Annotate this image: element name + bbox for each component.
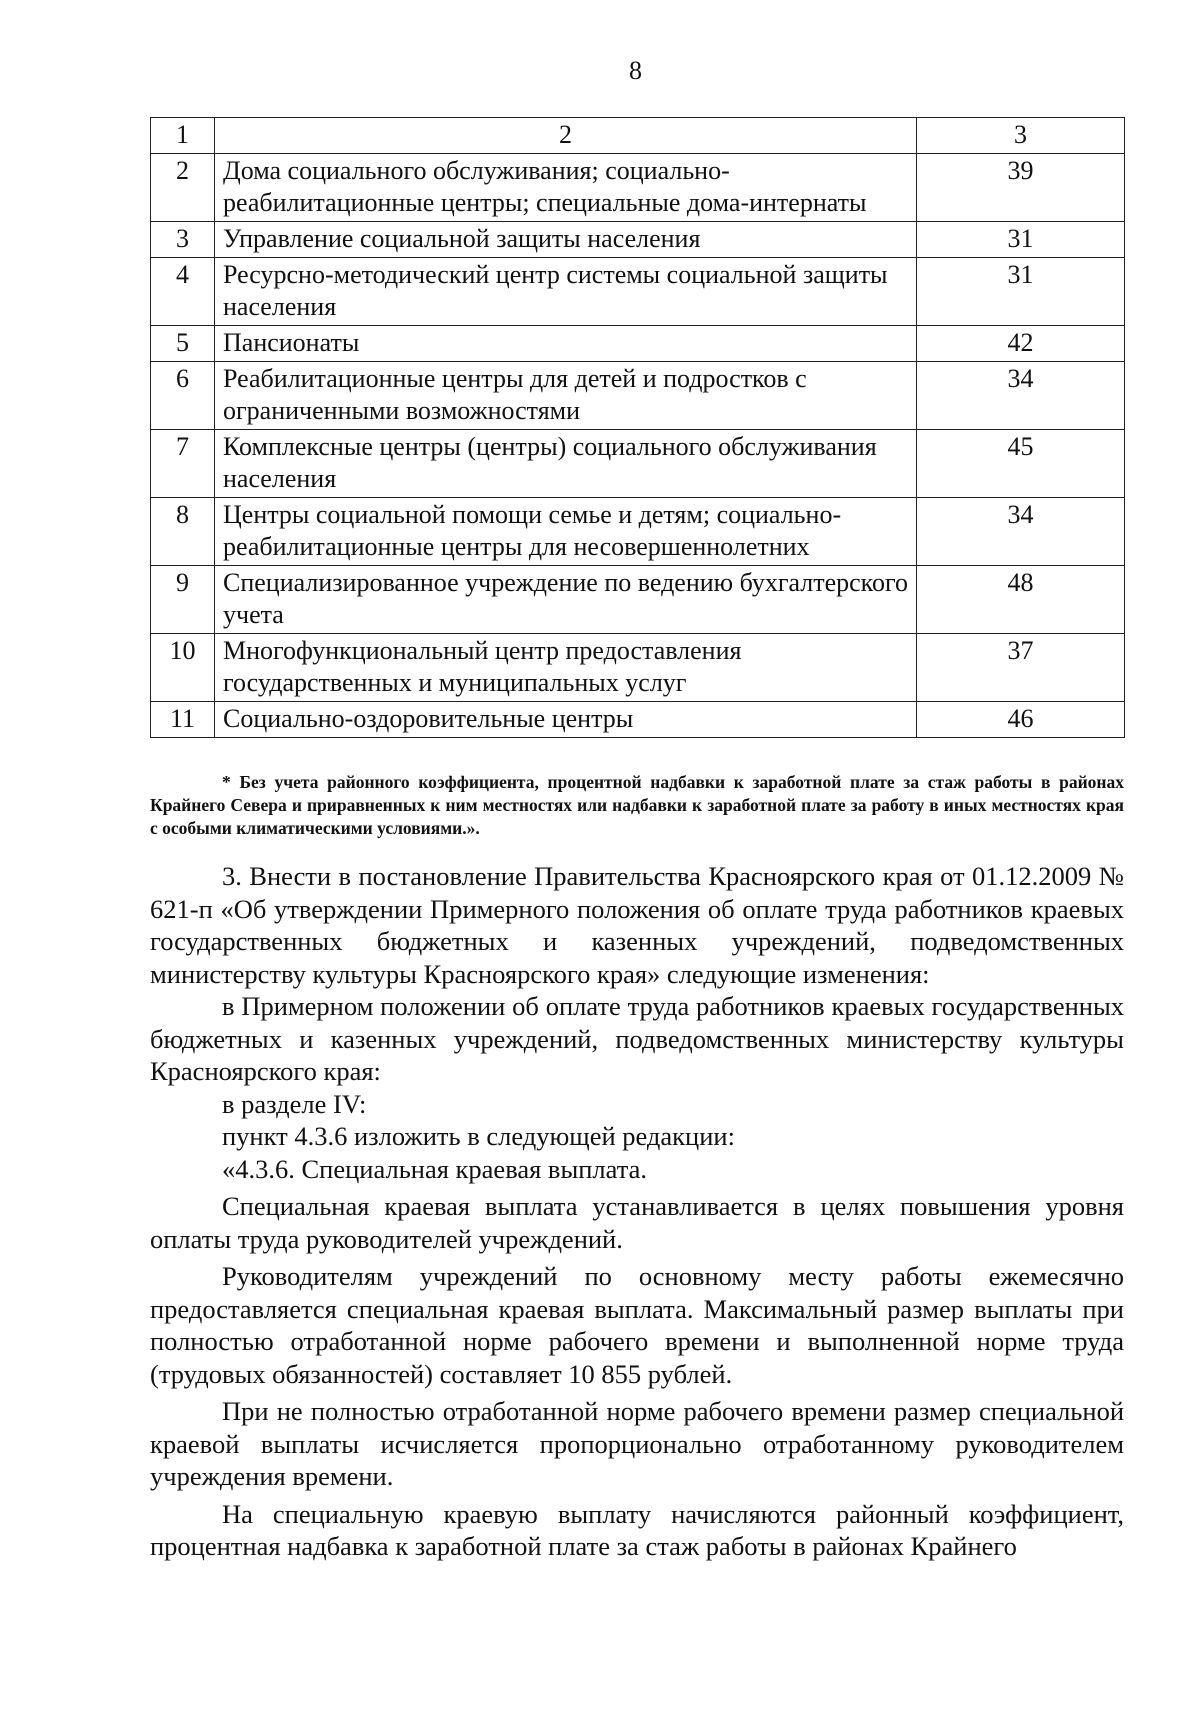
institution-name-cell: Центры социальной помощи семье и детям; социально-реабилитационные центры для несовершеннолетних — [215, 498, 917, 566]
table-row — [151, 222, 1125, 258]
row-number-cell: 11 — [151, 702, 215, 738]
page-number: 8 — [629, 56, 642, 85]
institution-name-cell: Дома социального обслуживания; социально-реабилитационные центры; специальные дома-интернаты — [215, 154, 917, 222]
footnote — [150, 771, 1124, 840]
institution-name-cell: Специализированное учреждение по ведению бухгалтерского учета — [215, 566, 917, 634]
row-number-cell: 7 — [151, 430, 215, 498]
table-row — [151, 430, 1125, 498]
paragraph-coefficients: На специальную краевую выплату начисляются районный коэффициент, процентная надбавка к заработной плате за стаж работы в районах Крайнего — [150, 1498, 1124, 1561]
row-number-cell: 9 — [151, 566, 215, 634]
paragraph-item: пункт 4.3.6 изложить в следующей редакции: — [222, 1121, 735, 1151]
row-number-cell: 6 — [151, 362, 215, 430]
paragraph-3: 3. Внести в постановление Правительства Красноярского края от 01.12.2009 № 621-п «Об утверждении Примерного положения об оплате труда работников краевых государственных бюджетных и казенных учреждений, подведомственных министерству культуры Красноярского края» следующие изменения: — [150, 861, 1124, 989]
row-number-cell: 4 — [151, 258, 215, 326]
value-cell: 31 — [917, 222, 1125, 258]
footnote-text: * Без учета районного коэффициента, процентной надбавки к заработной плате за стаж работы в районах Крайнего Севера и приравненных к ним местностях или надбавки к заработной плате за работу в иных местностях края с особыми климатическими условиями.». — [150, 772, 1124, 838]
table-row — [151, 154, 1125, 222]
institution-name-cell: Комплексные центры (центры) социального обслуживания населения — [215, 430, 917, 498]
institution-name-cell: Многофункциональный центр предоставления государственных и муниципальных услуг — [215, 634, 917, 702]
value-cell: 45 — [917, 430, 1125, 498]
table-row — [151, 258, 1125, 326]
value-cell: 39 — [917, 154, 1125, 222]
salary-table — [150, 117, 1125, 738]
value-cell: 34 — [917, 362, 1125, 430]
institution-name-cell: Реабилитационные центры для детей и подростков с ограниченными возможностями — [215, 362, 917, 430]
value-cell: 46 — [917, 702, 1125, 738]
value-cell: 34 — [917, 498, 1125, 566]
paragraph-amend-intro: в Примерном положении об оплате труда работников краевых государственных бюджетных и казенных учреждений, подведомственных министерству культуры Красноярского края: — [150, 991, 1124, 1086]
value-cell: 31 — [917, 258, 1125, 326]
document-body — [150, 860, 1124, 1563]
paragraph-max-amount: Руководителям учреждений по основному месту работы ежемесячно предоставляется специальная краевая выплата. Максимальный размер выплаты при полностью отработанной норме рабочего времени и выполненной норме труда (трудовых обязанностей) составляет 10 855 рублей. — [150, 1261, 1124, 1389]
header-cell-1: 1 — [151, 118, 215, 154]
table-row — [151, 702, 1125, 738]
institution-name-cell: Пансионаты — [215, 326, 917, 362]
paragraph-purpose: Специальная краевая выплата устанавливается в целях повышения уровня оплаты труда руководителей учреждений. — [150, 1191, 1124, 1254]
row-number-cell: 2 — [151, 154, 215, 222]
table-row — [151, 634, 1125, 702]
row-number-cell: 3 — [151, 222, 215, 258]
paragraph-proportional: При не полностью отработанной норме рабочего времени размер специальной краевой выплаты исчисляется пропорционально отработанному руководителем учреждения времени. — [150, 1396, 1124, 1491]
table-header-row — [151, 118, 1125, 154]
paragraph-section: в разделе IV: — [222, 1088, 367, 1119]
institution-name-cell: Ресурсно-методический центр системы социальной защиты населения — [215, 258, 917, 326]
value-cell: 37 — [917, 634, 1125, 702]
header-cell-3: 3 — [917, 118, 1125, 154]
header-cell-2: 2 — [215, 118, 917, 154]
institution-name-cell: Социально-оздоровительные центры — [215, 702, 917, 738]
table-row — [151, 498, 1125, 566]
row-number-cell: 8 — [151, 498, 215, 566]
row-number-cell: 5 — [151, 326, 215, 362]
table-row — [151, 566, 1125, 634]
value-cell: 48 — [917, 566, 1125, 634]
table-row — [151, 326, 1125, 362]
table-row — [151, 362, 1125, 430]
paragraph-heading-4-3-6: «4.3.6. Специальная краевая выплата. — [222, 1153, 648, 1184]
value-cell: 42 — [917, 326, 1125, 362]
row-number-cell: 10 — [151, 634, 215, 702]
institution-name-cell: Управление социальной защиты населения — [215, 222, 917, 258]
